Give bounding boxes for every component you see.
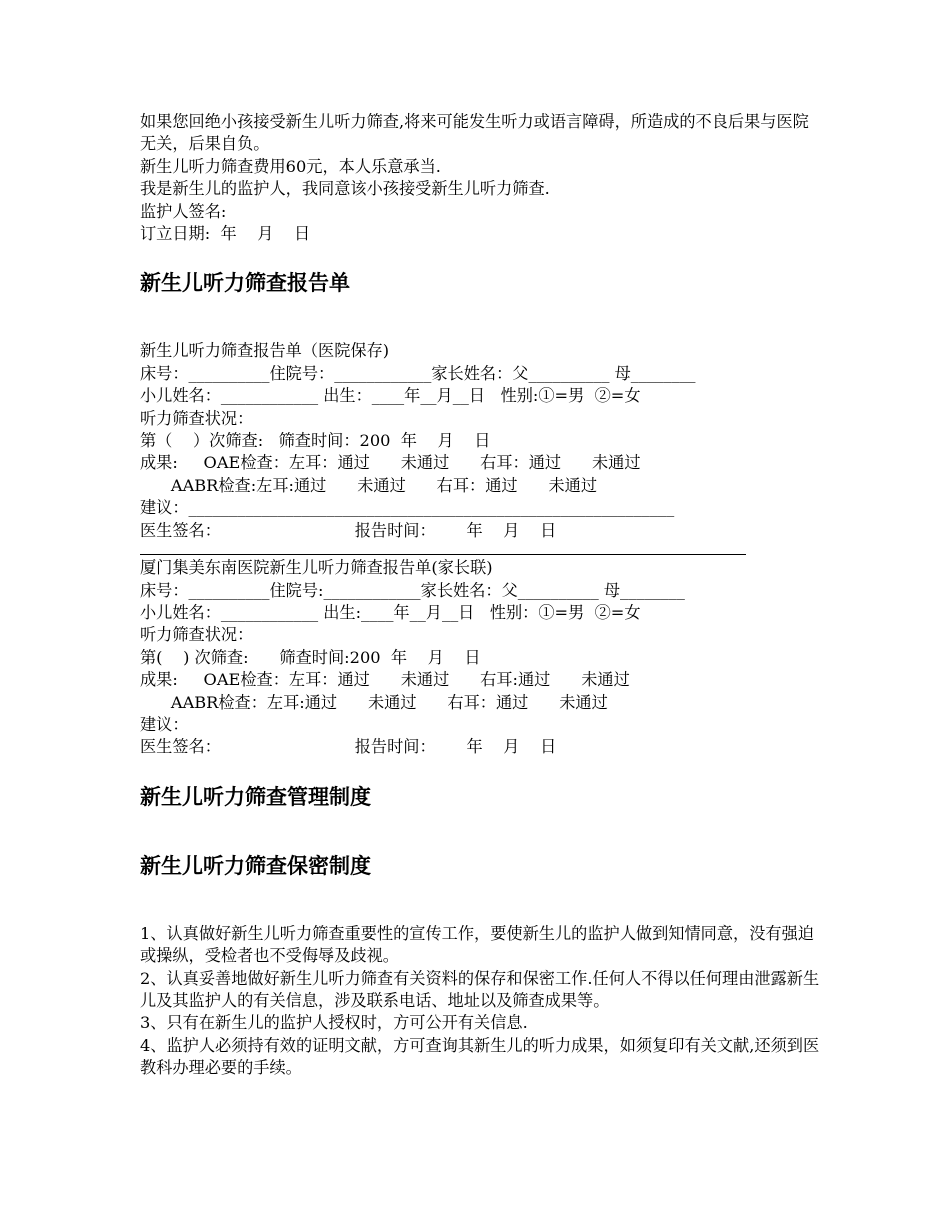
hospital-copy-form	[140, 340, 820, 555]
parent-copy-bed-line: 床号：__________住院号:____________家长姓名：父__________ 母________	[140, 580, 685, 600]
parent-copy-status-label: 听力筛查状况：	[140, 625, 254, 645]
consent-paragraph: 如果您回绝小孩接受新生儿听力筛查,将来可能发生听力或语言障碍，所造成的不良后果与医院无关，后果自负。	[140, 112, 809, 154]
parent-copy-advice-line: 建议：	[140, 714, 189, 734]
consent-fee-line: 新生儿听力筛查费用60元，本人乐意承当.	[140, 156, 441, 176]
report-heading: 新生儿听力筛查报告单	[140, 271, 350, 296]
hospital-copy-title: 新生儿听力筛查报告单（医院保存)	[140, 341, 390, 361]
rule-item: 4、监护人必须持有效的证明文献，方可查询其新生儿的听力成果，如须复印有关文献,还须到医教科办理必要的手续。	[140, 1035, 820, 1078]
parent-copy-aabr-line: AABR检查：左耳:通过 未通过 右耳：通过 未通过	[140, 692, 608, 712]
hospital-copy-child-line: 小儿姓名：____________ 出生：____年__月__日 性别:①=男 ②=女	[140, 386, 641, 406]
hospital-copy-oae-line: 成果: OAE检查：左耳：通过 未通过 右耳：通过 未通过	[140, 453, 641, 473]
hospital-copy-bed-line: 床号：__________住院号：____________家长姓名：父__________ 母________	[140, 363, 696, 383]
hospital-copy-aabr-line: AABR检查:左耳:通过 未通过 右耳：通过 未通过	[140, 475, 598, 495]
guardian-signature-line: 监护人签名:	[140, 201, 227, 221]
rule-item: 3、只有在新生儿的监护人授权时，方可公开有关信息.	[140, 1013, 528, 1033]
signing-date-line: 订立日期: 年 月 日	[140, 224, 311, 244]
rule-item: 2、认真妥善地做好新生儿听力筛查有关资料的保存和保密工作.任何人不得以任何理由泄露新生儿及其监护人的有关信息，涉及联系电话、地址以及筛查成果等。	[140, 968, 820, 1010]
document-page	[140, 111, 820, 1080]
confidentiality-heading: 新生儿听力筛查保密制度	[140, 853, 371, 878]
parent-copy-child-line: 小儿姓名：____________ 出生:____年__月__日 性别：①=男 ②=女	[140, 602, 641, 622]
management-heading: 新生儿听力筛查管理制度	[140, 784, 371, 809]
parent-copy-oae-line: 成果: OAE检查：左耳：通过 未通过 右耳:通过 未通过	[140, 670, 630, 690]
consent-agreement-line: 我是新生儿的监护人，我同意该小孩接受新生儿听力筛查.	[140, 179, 550, 199]
hospital-copy-advice-line: 建议：____________________________________________________________	[140, 498, 675, 518]
hospital-copy-screening-line: 第（ ）次筛查: 筛查时间：200 年 月 日	[140, 431, 491, 451]
confidentiality-rules	[140, 923, 820, 1080]
parent-copy-doctor-line: 医生签名： 报告时间： 年 月 日	[140, 737, 557, 757]
hospital-copy-doctor-line: 医生签名： 报告时间： 年 月 日	[140, 520, 557, 540]
parent-copy-form	[140, 557, 820, 759]
parent-copy-screening-line: 第( ) 次筛查: 筛查时间:200 年 月 日	[140, 647, 481, 667]
cut-line-divider	[140, 542, 746, 555]
parent-copy-title: 厦门集美东南医院新生儿听力筛查报告单(家长联)	[140, 558, 493, 578]
rule-item: 1、认真做好新生儿听力筛查重要性的宣传工作，要使新生儿的监护人做到知情同意，没有强迫或操纵，受检者也不受侮辱及歧视。	[140, 923, 814, 966]
hospital-copy-status-label: 听力筛查状况：	[140, 408, 254, 428]
